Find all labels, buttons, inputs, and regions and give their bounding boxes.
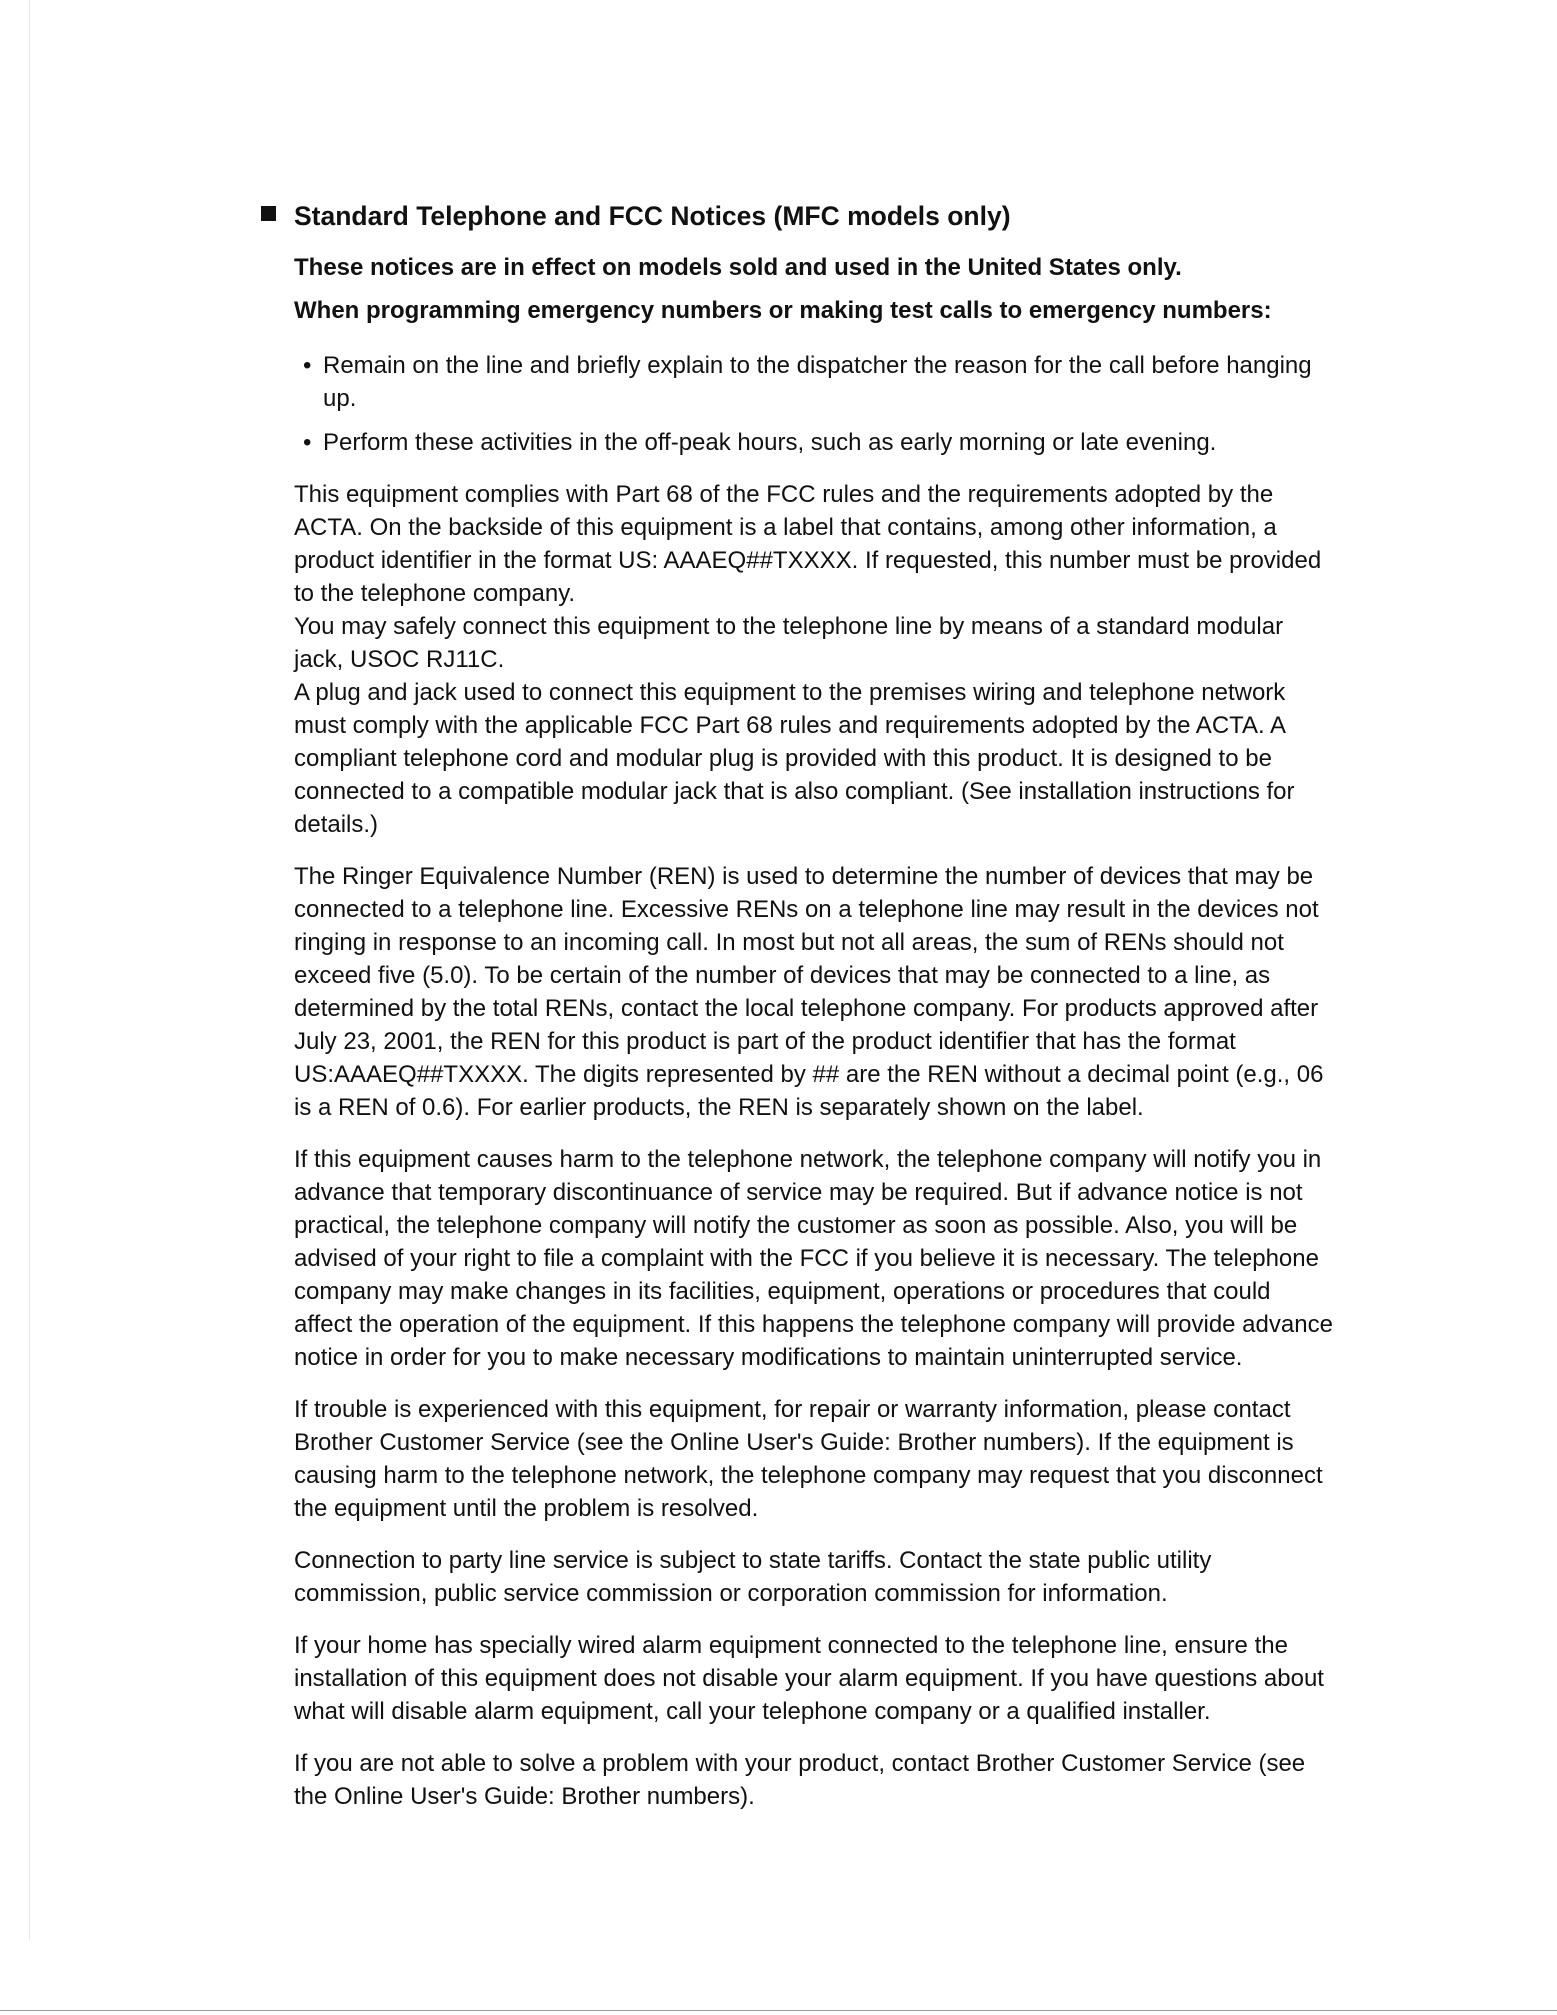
page-bottom-line (0, 2010, 1557, 2011)
paragraph-modular-jack: You may safely connect this equipment to the telephone line by means of a standard modular jack, USOC RJ11C. (294, 613, 1284, 673)
section-heading-row (294, 196, 1334, 236)
paragraph-network-harm: If this equipment causes harm to the telephone network, the telephone company will notify you in advance that temporary discontinuance of service may be required. But if advance notice is not practical, the telephone company will notify the customer as soon as possible. Also, you will be advised of your right to file a complaint with the FCC if you believe it is necessary. The telephone company may make changes in its facilities, equipment, operations or procedures that could affect the operation of the equipment. If this happens the telephone company will provide advance notice in order for you to make necessary modifications to maintain uninterrupted service. (294, 1146, 1333, 1371)
paragraph-alarm: If your home has specially wired alarm equipment connected to the telephone line, ensure the installation of this equipment does not disable your alarm equipment. If you have questions about what will disable alarm equipment, call your telephone company or a qualified installer. (294, 1632, 1324, 1725)
bullet-dot-icon: • (303, 352, 312, 379)
list-item-text: Perform these activities in the off-peak hours, such as early morning or late evening. (323, 429, 1217, 456)
paragraph-party-line: Connection to party line service is subject to state tariffs. Contact the state public utility commission, public service commission or corporation commission for information. (294, 1547, 1212, 1607)
section-heading: Standard Telephone and FCC Notices (MFC models only) (294, 201, 1011, 231)
paragraph-customer-service: If you are not able to solve a problem with your product, contact Brother Customer Service (see the Online User's Guide: Brother numbers). (294, 1750, 1306, 1810)
page-edge-line (29, 0, 30, 1940)
emergency-instructions-list (294, 349, 1334, 459)
list-item-text: Remain on the line and briefly explain to the dispatcher the reason for the call before hanging up. (323, 352, 1312, 412)
square-bullet-icon (261, 206, 276, 221)
paragraph-plug-and-jack: A plug and jack used to connect this equipment to the premises wiring and telephone network must comply with the applicable FCC Part 68 rules and requirements adopted by the ACTA. A compliant telephone cord and modular plug is provided with this product. It is designed to be connected to a compatible modular jack that is also compliant. (See installation instructions for details.) (294, 679, 1295, 838)
list-item (294, 426, 1334, 459)
bullet-dot-icon: • (303, 429, 312, 456)
list-item (294, 349, 1334, 415)
paragraph-trouble: If trouble is experienced with this equipment, for repair or warranty information, please contact Brother Customer Service (see the Online User's Guide: Brother numbers). If the equipment is causing harm to the telephone network, the telephone company may request that you disconnect the equipment until the problem is resolved. (294, 1396, 1323, 1522)
document-body (294, 196, 1334, 1813)
paragraph-part68: This equipment complies with Part 68 of the FCC rules and the requirements adopted by the ACTA. On the backside of this equipment is a label that contains, among other information, a product identifier in the format US: AAAEQ##TXXXX. If requested, this number must be provided to the telephone company. (294, 481, 1322, 607)
emergency-subheading: When programming emergency numbers or making test calls to emergency numbers: (294, 297, 1272, 324)
paragraph-ren: The Ringer Equivalence Number (REN) is used to determine the number of devices that may be connected to a telephone line. Excessive RENs on a telephone line may result in the devices not ringing in response to an incoming call. In most but not all areas, the sum of RENs should not exceed five (5.0). To be certain of the number of devices that may be connected to a line, as determined by the total RENs, contact the local telephone company. For products approved after July 23, 2001, the REN for this product is part of the product identifier that has the format US:AAAEQ##TXXXX. The digits represented by ## are the REN without a decimal point (e.g., 06 is a REN of 0.6). For earlier products, the REN is separately shown on the label. (294, 863, 1324, 1121)
notice-scope-subheading: These notices are in effect on models sold and used in the United States only. (294, 254, 1182, 281)
